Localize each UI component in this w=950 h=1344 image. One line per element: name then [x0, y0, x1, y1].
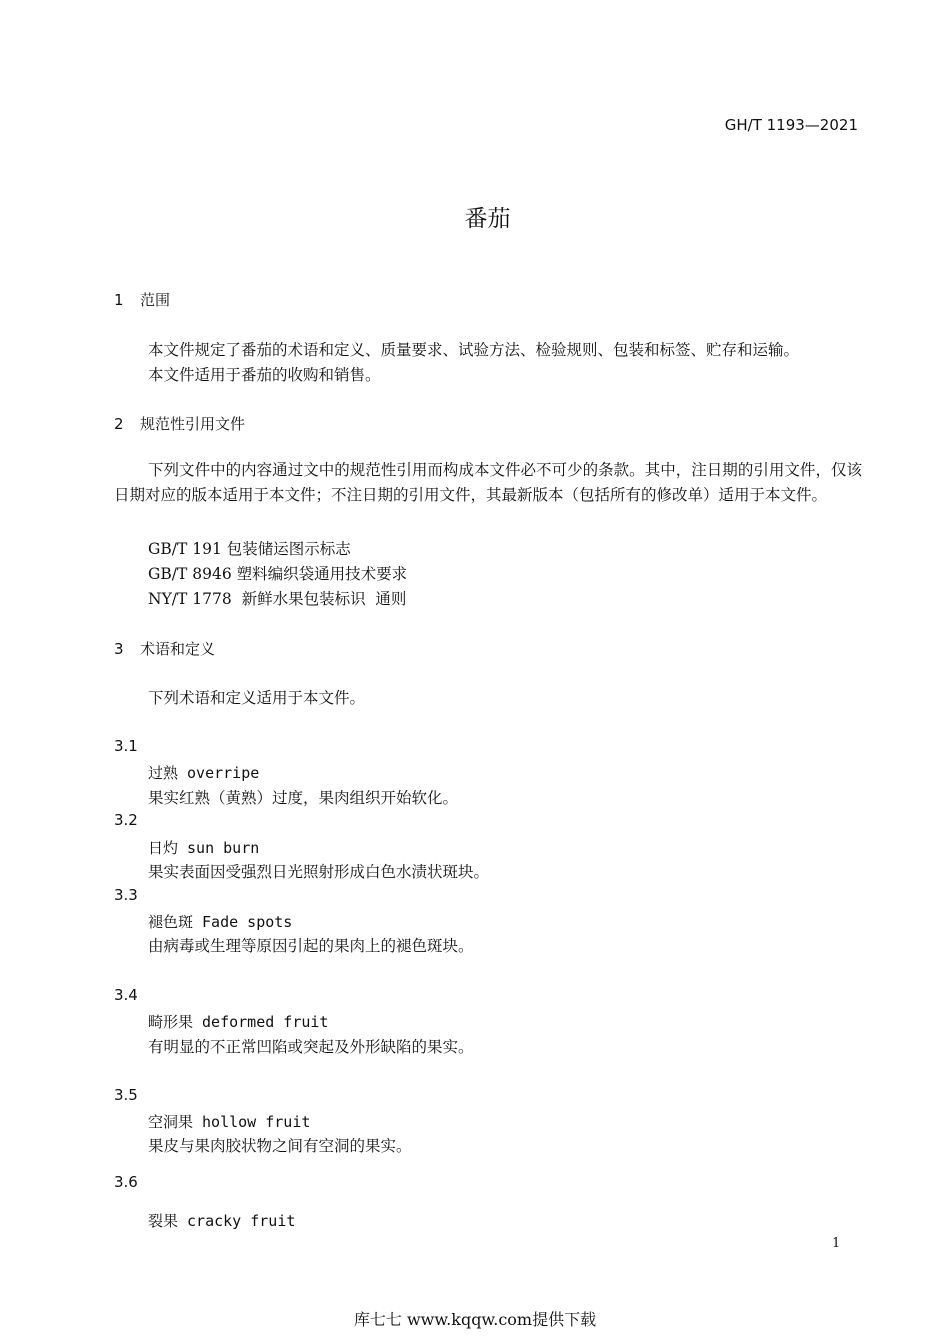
references-intro-paragraph: 下列文件中的内容通过文中的规范性引用而构成本文件必不可少的条款。其中，注日期的引用文件，仅该日期对应的版本适用于本文件；不注日期的引用文件，其最新版本（包括所有的修改单）适用于本文件。 — [114, 461, 862, 504]
section-heading-scope — [114, 289, 170, 310]
term-definition: 果实红熟（黄熟）过度，果肉组织开始软化。 — [148, 789, 459, 807]
footer-download-notice: 库七七 www.kqqw.com提供下载 — [353, 1310, 597, 1329]
term-name: 裂果 cracky fruit — [148, 1212, 296, 1230]
terms-intro-paragraph: 下列术语和定义适用于本文件。 — [148, 689, 366, 707]
section-heading-terms-definitions — [114, 638, 215, 659]
term-name: 空洞果 hollow fruit — [148, 1113, 311, 1131]
term-name: 褪色斑 Fade spots — [148, 913, 293, 931]
term-number: 3.3 — [114, 886, 138, 904]
term-name: 日灼 sun burn — [148, 839, 260, 857]
section-number: 1 — [114, 291, 124, 309]
term-definition: 果皮与果肉胶状物之间有空洞的果实。 — [148, 1137, 412, 1155]
reference-item: GB/T 191 包装储运图示标志 — [148, 540, 351, 558]
section-title: 规范性引用文件 — [140, 415, 246, 433]
term-definition: 果实表面因受强烈日光照射形成白色水渍状斑块。 — [148, 863, 490, 881]
term-definition: 由病毒或生理等原因引起的果肉上的褪色斑块。 — [148, 937, 474, 955]
term-number: 3.5 — [114, 1086, 138, 1104]
term-number: 3.1 — [114, 737, 138, 755]
scope-paragraph-2: 本文件适用于番茄的收购和销售。 — [148, 366, 381, 384]
reference-item: GB/T 8946 塑料编织袋通用技术要求 — [148, 565, 408, 583]
term-number: 3.6 — [114, 1173, 138, 1191]
section-title: 范围 — [140, 291, 171, 309]
term-definition: 有明显的不正常凹陷或突起及外形缺陷的果实。 — [148, 1038, 474, 1056]
section-heading-normative-references — [114, 413, 245, 434]
standard-code: GH/T 1193—2021 — [724, 116, 858, 134]
reference-item: NY/T 1778 新鲜水果包装标识 通则 — [148, 590, 407, 608]
section-number: 2 — [114, 415, 124, 433]
term-name: 过熟 overripe — [148, 764, 260, 782]
term-number: 3.4 — [114, 986, 138, 1004]
page-number: 1 — [832, 1236, 841, 1251]
document-title: 番茄 — [464, 206, 511, 232]
section-number: 3 — [114, 640, 124, 658]
term-name: 畸形果 deformed fruit — [148, 1013, 329, 1031]
scope-paragraph-1: 本文件规定了番茄的术语和定义、质量要求、试验方法、检验规则、包装和标签、贮存和运输。 — [148, 341, 800, 359]
term-number: 3.2 — [114, 811, 138, 829]
section-title: 术语和定义 — [140, 640, 216, 658]
